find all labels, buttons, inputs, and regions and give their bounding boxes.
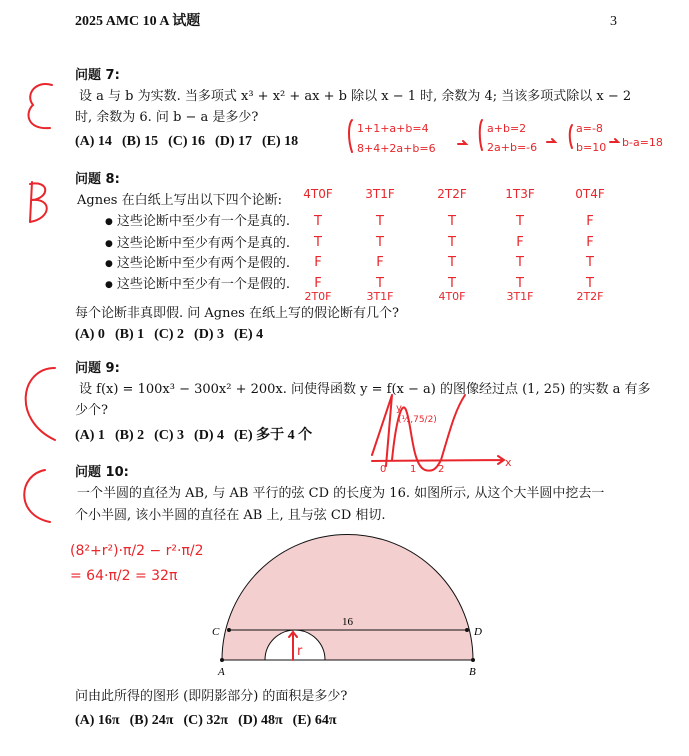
graph-curve: [392, 395, 465, 471]
q8-bullet-2: ● 这些论断中至少有两个是真的.: [105, 236, 290, 253]
point-d: [465, 628, 469, 632]
point-c: [227, 628, 231, 632]
q7-work-4: 2a+b=-6: [487, 141, 538, 154]
q7-choice-b[interactable]: (B) 15: [121, 134, 159, 149]
q9-choice-d[interactable]: (D) 4: [194, 428, 224, 443]
q8-truth-table: [303, 187, 605, 303]
q8-bullet-3: ● 这些论断中至少有两个是假的.: [105, 256, 290, 273]
q7-work-result: b-a=18: [622, 136, 663, 149]
truth-table-cell: 4T0F: [438, 290, 466, 303]
q7-work-1: 1+1+a+b=4: [357, 122, 429, 135]
truth-table-cell: F: [314, 276, 322, 291]
q8-bullet-4: ● 这些论断中至少有一个是假的.: [105, 277, 290, 294]
q9-title: 问题 9:: [75, 361, 120, 376]
label-a: A: [218, 666, 225, 678]
truth-table-cell: T: [516, 255, 524, 270]
truth-table-cell: 0T4F: [575, 187, 605, 201]
q10-title: 问题 10:: [75, 465, 129, 480]
q10-text-line2: 个小半圆, 该小半圆的直径在 AB 上, 且与弦 CD 相切.: [75, 508, 386, 523]
answer-mark-q10: [24, 470, 50, 522]
q9-choice-a[interactable]: (A) 1: [75, 428, 105, 443]
q9-text-line1: 设 f(x) = 100x³ − 300x² + 200x. 问使得函数 y = f(x − a) 的图像经过点 (1, 25) 的实数 a 有多: [79, 382, 651, 397]
radius-label: r: [297, 644, 303, 659]
answer-mark-q9: [26, 368, 55, 440]
q10-choice-b[interactable]: (B) 24π: [129, 713, 174, 728]
truth-table-cell: 3T1F: [366, 290, 394, 303]
q7-choice-c[interactable]: (C) 16: [168, 134, 206, 149]
shaded-region: [222, 535, 473, 660]
truth-table-cell: 1T3F: [505, 187, 535, 201]
truth-table-cell: 2T2F: [576, 290, 604, 303]
graph-peak-label: (½,75/2): [398, 415, 437, 425]
graph-x-label: x: [505, 456, 512, 469]
q8-bullet-1: ● 这些论断中至少有一个是真的.: [105, 214, 290, 231]
truth-table-cell: 2T0F: [304, 290, 332, 303]
q10-text-line1: 一个半圆的直径为 AB, 与 AB 平行的弦 CD 的长度为 16. 如图所示, 从这个大半圆中挖去一: [77, 486, 605, 501]
graph-tick-2: 2: [438, 464, 445, 475]
q8-choice-e[interactable]: (E) 4: [233, 327, 264, 342]
q7-work-3: a+b=2: [487, 122, 527, 135]
q7-text-line2: 时, 余数为 6. 问 b − a 是多少?: [75, 110, 259, 125]
q7-text-line1: 设 a 与 b 为实数. 当多项式 x³ + x² + ax + b 除以 x − 1 时, 余数为 4; 当该多项式除以 x − 2: [79, 89, 632, 104]
q7-choice-e[interactable]: (E) 18: [261, 134, 299, 149]
truth-table-cell: T: [314, 235, 322, 250]
q8-intro: Agnes 在白纸上写出以下四个论断:: [77, 193, 282, 208]
truth-table-cell: T: [586, 255, 594, 270]
truth-table-cell: T: [448, 235, 456, 250]
truth-table-cell: 3T1F: [365, 187, 395, 201]
q9-text-line2: 少个?: [75, 403, 108, 418]
q8-choice-b[interactable]: (B) 1: [114, 327, 145, 342]
q7-work-6: b=10: [576, 141, 607, 154]
q8-question: 每个论断非真即假. 问 Agnes 在纸上写的假论断有几个?: [75, 306, 399, 321]
truth-table-cell: T: [314, 214, 322, 229]
truth-table-cell: F: [516, 235, 524, 250]
graph-tick-0: 0: [380, 464, 387, 475]
answer-mark-q8: [30, 182, 47, 222]
page-number: 3: [610, 14, 617, 29]
truth-table-cell: T: [376, 276, 384, 291]
truth-table-cell: T: [376, 235, 384, 250]
document-title: 2025 AMC 10 A 试题: [75, 14, 201, 29]
truth-table-cell: 2T2F: [437, 187, 467, 201]
truth-table-cell: T: [448, 214, 456, 229]
q8-choice-d[interactable]: (D) 3: [194, 327, 224, 342]
q8-title: 问题 8:: [75, 172, 120, 187]
q9-choice-e[interactable]: (E) 多于 4 个: [233, 428, 313, 443]
truth-table-cell: T: [376, 214, 384, 229]
q10-choice-a[interactable]: (A) 16π: [75, 713, 120, 728]
truth-table-cell: F: [314, 255, 322, 270]
label-c: C: [212, 626, 220, 638]
truth-table-cell: T: [448, 276, 456, 291]
graph-y-label: y: [396, 403, 402, 414]
truth-table-cell: T: [516, 214, 524, 229]
q7-choice-d[interactable]: (D) 17: [215, 134, 252, 149]
answer-mark-q7: [29, 84, 52, 128]
truth-table-cell: T: [448, 255, 456, 270]
q10-work-1: (8²+r²)·π/2 − r²·π/2: [70, 543, 204, 559]
q7-work-5: a=-8: [576, 122, 603, 135]
truth-table-cell: 3T1F: [506, 290, 534, 303]
truth-table-cell: T: [586, 276, 594, 291]
truth-table-cell: 4T0F: [303, 187, 333, 201]
q8-choice-a[interactable]: (A) 0: [75, 327, 105, 342]
point-a: [220, 658, 224, 662]
truth-table-cell: T: [516, 276, 524, 291]
semicircle-figure: [212, 535, 482, 678]
graph-tick-1: 1: [410, 464, 417, 475]
q10-choice-d[interactable]: (D) 48π: [238, 713, 283, 728]
q10-work-2: = 64·π/2 = 32π: [70, 568, 178, 584]
truth-table-cell: F: [586, 235, 594, 250]
truth-table-cell: F: [376, 255, 384, 270]
point-b: [471, 658, 475, 662]
truth-table-cell: F: [586, 214, 594, 229]
q7-choice-a[interactable]: (A) 14: [75, 134, 112, 149]
q10-question: 问由此所得的图形 (即阴影部分) 的面积是多少?: [75, 689, 348, 704]
q9-choice-c[interactable]: (C) 3: [154, 428, 185, 443]
q7-work-2: 8+4+2a+b=6: [357, 142, 436, 155]
q10-choice-c[interactable]: (C) 32π: [183, 713, 229, 728]
q8-choice-c[interactable]: (C) 2: [154, 327, 185, 342]
q10-choice-e[interactable]: (E) 64π: [292, 713, 337, 728]
chord-length-label: 16: [342, 616, 353, 628]
radius-arrow: [289, 632, 297, 660]
label-b: B: [469, 666, 476, 678]
q9-choice-b[interactable]: (B) 2: [114, 428, 145, 443]
label-d: D: [474, 626, 482, 638]
q7-title: 问题 7:: [75, 68, 120, 83]
